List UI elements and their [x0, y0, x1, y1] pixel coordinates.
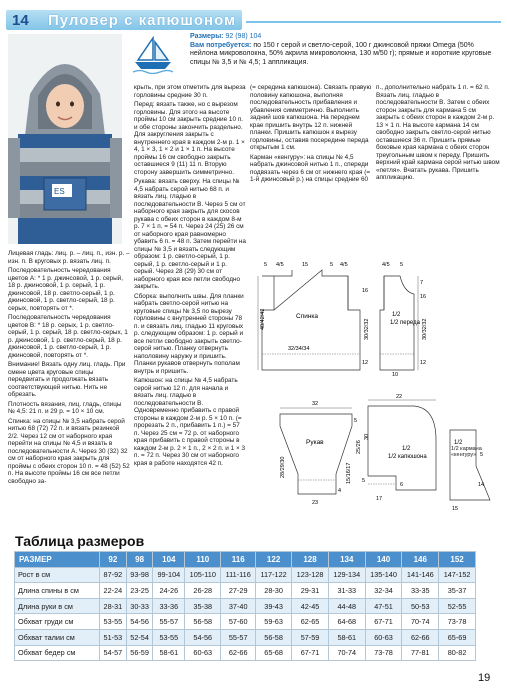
table-cell: 57-60: [221, 614, 256, 630]
table-cell: 54-57: [100, 645, 127, 661]
sizes-value: 92 (98) 104: [225, 33, 262, 40]
pocket-label: 1/2 кармана «кенгуру»: [451, 446, 482, 458]
back-dim-4: 5: [330, 262, 334, 268]
table-cell: 53-55: [100, 614, 127, 630]
front-dim-5: 30/32/32: [422, 318, 428, 340]
table-cell: 65-69: [439, 629, 476, 645]
pocket-label-half: 1/2: [454, 440, 463, 446]
table-cell: 62-65: [292, 614, 329, 630]
table-cell: 62-66: [402, 629, 439, 645]
sleeve-dim-5: 28/29/30: [280, 456, 286, 478]
table-cell: 70-74: [402, 614, 439, 630]
sleeve-dim-3: 5: [354, 418, 358, 424]
back-dim-armhole: 16: [362, 288, 369, 294]
table-cell: 35-37: [439, 583, 476, 599]
front-dim-3: 7: [420, 280, 424, 286]
materials-label: Вам потребуется:: [190, 41, 252, 49]
sleeve-dim-7: 23: [312, 500, 319, 506]
table-row: [15, 567, 476, 583]
col1-p4: Внимание! Вязать одну лиц. гладь. При смене цвета круговые спицы передвигать и продолжать вязать соответствующей нитью. Нить не обрезать.: [8, 361, 126, 398]
diagram-sleeve: [274, 394, 362, 514]
hood-label-half: 1/2: [402, 446, 411, 452]
table-cell: 60-63: [365, 629, 402, 645]
diagram-pocket: [446, 410, 502, 520]
back-dim-width: 32/34/34: [288, 346, 310, 352]
table-cell: 52-54: [126, 629, 153, 645]
front-dim-1: 4/5: [382, 262, 390, 268]
materials-text: по 150 г серой и светло-серой, 100 г джинсовой пряжи Omega (50% нейлона микроволокна, 50% акрила микроволокна, 130 м/50 г); прямые и короткие круговые спицы № 3,5 и № 4,5; 1 аппликация.: [190, 41, 492, 66]
table-cell: 39-43: [256, 598, 292, 614]
table-cell: 141-146: [402, 567, 439, 583]
table-cell: 73-78: [365, 645, 402, 661]
diagram-front: [378, 258, 442, 378]
pocket-dim-2: 14: [478, 482, 485, 488]
back-dim-side: 30/32/32: [364, 318, 370, 340]
size-header-cell: 92: [100, 552, 127, 568]
text-column-2: [134, 84, 246, 467]
table-row: [15, 598, 476, 614]
size-header-cell: 140: [365, 552, 402, 568]
table-cell: 62-66: [221, 645, 256, 661]
front-dim-4: 16: [420, 294, 427, 300]
table-cell: 67-71: [365, 614, 402, 630]
row-label: Рост в см: [15, 567, 100, 583]
table-cell: 24-26: [153, 583, 185, 599]
size-header-cell: 122: [256, 552, 292, 568]
size-header-cell: 152: [439, 552, 476, 568]
hood-dim-2: 6: [400, 482, 404, 488]
hood-dim-3: 17: [376, 496, 383, 502]
table-cell: 54-56: [126, 614, 153, 630]
table-cell: 31-33: [328, 583, 365, 599]
col1-p5: Плотность вязания, лиц. гладь, спицы № 4,5: 21 п. и 29 р. = 10 × 10 см.: [8, 400, 122, 415]
table-cell: 111-116: [221, 567, 256, 583]
table-row: [15, 583, 476, 599]
table-cell: 56-58: [256, 629, 292, 645]
table-cell: 135-140: [365, 567, 402, 583]
hood-dim-4: 5: [362, 478, 366, 484]
front-dim-7: 10: [392, 372, 399, 378]
table-cell: 99-104: [153, 567, 185, 583]
hood-dim-5: 30: [364, 433, 370, 440]
sleeve-dim-6: 4: [338, 488, 342, 494]
diagram-back: [250, 258, 372, 378]
front-label: 1/2 переда: [390, 320, 420, 326]
row-label: Длина руки в см: [15, 598, 100, 614]
col2-p4: Сборка: выполнить швы. Для планки набрать светло-серой нитью на круговые спицы № 3,5 по вырезу горловины с внутренней стороны 78 п. и связать лиц. гладью 11 круговых р. следующим образом: 1 р. серый и все петли свободно закрыть светло-серой нитью. Планку отвернуть наполовину наружу и пришить. Планки рукавов отвернуть пополам внутрь и пришить.: [134, 292, 244, 375]
table-cell: 105-110: [185, 567, 221, 583]
table-cell: 147-152: [439, 567, 476, 583]
size-header-cell: 110: [185, 552, 221, 568]
table-row: [15, 629, 476, 645]
sleeve-dim-4: 15/16/17: [346, 462, 352, 484]
front-dim-6: 12: [420, 360, 427, 366]
table-cell: 27-29: [221, 583, 256, 599]
back-dim-1: 5: [264, 262, 268, 268]
table-cell: 93-98: [126, 567, 153, 583]
size-header-cell: 104: [153, 552, 185, 568]
table-cell: 56-59: [126, 645, 153, 661]
back-dim-5: 4/5: [340, 262, 348, 268]
table-cell: 42-45: [292, 598, 329, 614]
col3-p2: Карман «кенгуру»: на спицы № 4,5 набрать джинсовой нитью 1 п., спереди подвязать через 6 см от нижнего края (= 1-й джинсовый р.) на спицы средние 60: [250, 153, 371, 183]
hood-dim-1: 22: [396, 394, 403, 400]
hood-label: 1/2 капюшона: [388, 454, 427, 460]
table-cell: 54-56: [185, 629, 221, 645]
table-cell: 58-61: [328, 629, 365, 645]
table-cell: 37-40: [221, 598, 256, 614]
page-header-bar: [6, 10, 242, 30]
back-dim-length: 40/42/42: [260, 308, 266, 330]
page-number-bottom: 19: [478, 672, 491, 684]
svg-text:ES: ES: [54, 187, 65, 196]
table-cell: 51-53: [100, 629, 127, 645]
text-column-1: [8, 250, 130, 485]
back-dim-2: 4/5: [276, 262, 284, 268]
table-cell: 33-35: [402, 583, 439, 599]
row-label: Обхват груди см: [15, 614, 100, 630]
table-cell: 77-81: [402, 645, 439, 661]
table-cell: 80-82: [439, 645, 476, 661]
size-table-title: Таблица размеров: [15, 533, 145, 549]
size-header-cell: 146: [402, 552, 439, 568]
table-cell: 67-71: [292, 645, 329, 661]
size-header-cell: 128: [292, 552, 329, 568]
size-header-label: РАЗМЕР: [15, 552, 100, 568]
col4-p1: п., дополнительно набрать 1 п. = 62 п. Вязать лиц. гладью в последовательности В. Затем с обеих сторон закрыть для кармана 5 см закрыть с обеих сторон в каждом 2-м р. 13 × 1 п. На высоте кармана 14 см свободно закрыть светло-серой нитью оставшиеся 36 п. Пришить прямые боковые края кармана с обеих сторон треугольным швом к переду. Пришить верхний край кармана серой нитью швом «петля». Вчатать рукава. Пришить аппликацию.: [376, 84, 500, 181]
table-cell: 87-92: [100, 567, 127, 583]
col3-p1: (= середина капюшона). Связать правую половину капюшона, выполняя последовательность прибавления и убавления симметрично. Выполнить задний шов капюшона. На переднем крае пришить внутрь 12 п. нижней планки. Пришить капюшон к вырезу горловины, оставив посередине переда открытым 1 см.: [250, 84, 372, 151]
table-cell: 26-28: [185, 583, 221, 599]
size-table: [14, 551, 476, 661]
table-cell: 55-57: [153, 614, 185, 630]
table-cell: 52-55: [439, 598, 476, 614]
table-cell: 129-134: [328, 567, 365, 583]
table-cell: 53-55: [153, 629, 185, 645]
col1-p6: Спинка: на спицы № 3,5 набрать серой нитью 68 (72) 72 п. и вязать резинкой 2/2. Через 12 см от наборного края перейти на спицы № 4,5 и вязать в последовательности А. Через 30 (32) 32 см от наборного края закрыть для проймы с обеих сторон 10 п. = 48 (52) 52 п. На высоте проймы 16 см все петли свободно за-: [8, 417, 130, 485]
col1-p2: Последовательность чередования цветов А: * 1 р. джинсовой, 1 р. серый, 18 р. джинсовой, 1 р. серый, 1 р. джинсовой, 18 р. светло-серый, 1 р. джинсовой, 1 р. светло-серый, 18 р. серых, повторять от *.: [8, 267, 124, 312]
back-dim-rib: 12: [362, 360, 369, 366]
table-cell: 50-53: [402, 598, 439, 614]
table-cell: 28-30: [256, 583, 292, 599]
sizes-label: Размеры:: [190, 33, 224, 40]
size-header-cell: 98: [126, 552, 153, 568]
page-number-top: 14: [12, 12, 29, 29]
sailboat-logo-icon: [132, 36, 174, 79]
table-cell: 56-58: [185, 614, 221, 630]
text-column-4: [376, 84, 500, 182]
table-cell: 58-61: [153, 645, 185, 661]
table-cell: 70-74: [328, 645, 365, 661]
table-cell: 64-68: [328, 614, 365, 630]
table-cell: 65-68: [256, 645, 292, 661]
table-cell: 35-38: [185, 598, 221, 614]
table-row: [15, 614, 476, 630]
pocket-dim-1: 15: [452, 506, 459, 512]
table-cell: 30-33: [126, 598, 153, 614]
table-cell: 73-78: [439, 614, 476, 630]
row-label: Обхват бедер см: [15, 645, 100, 661]
table-cell: 60-63: [185, 645, 221, 661]
sleeve-dim-2: 25/26: [356, 440, 362, 454]
front-dim-2: 5: [400, 262, 404, 268]
table-cell: 123-128: [292, 567, 329, 583]
pocket-dim-3: 5: [480, 452, 484, 458]
front-label-half: 1/2: [392, 312, 401, 318]
size-header-cell: 116: [221, 552, 256, 568]
row-label: Обхват талии см: [15, 629, 100, 645]
sleeve-label: Рукав: [306, 439, 324, 446]
table-cell: 57-59: [292, 629, 329, 645]
table-cell: 117-122: [256, 567, 292, 583]
table-cell: 55-57: [221, 629, 256, 645]
col1-p1: Лицевая гладь: лиц. р. – лиц. п., изн. р. – изн. п. В круговых р. вязать лиц. п.: [8, 250, 130, 265]
table-cell: 22-24: [100, 583, 127, 599]
table-cell: 28-31: [100, 598, 127, 614]
sleeve-dim-top: 32: [312, 401, 319, 407]
intro-block: [190, 33, 498, 67]
table-cell: 23-25: [126, 583, 153, 599]
back-dim-3: 15: [302, 262, 309, 268]
table-cell: 59-63: [256, 614, 292, 630]
row-label: Длина спины в см: [15, 583, 100, 599]
col2-p3: Рукава: вязать сверху. На спицы № 4,5 набрать серой нитью 68 п. и вязать лиц. гладью в последовательности В. Через 5 см от наборного края закрыть для скосов рукава с обеих сторон в каждом 8-м р. 7 × 1 п. = 54 п. Через 24 (25) 26 см от наборного края равномерно убавить 6 п. = 48 п. Затем перейти на спицы № 3,5 и вязать следующим образом: 1 р. светло-серый, 1 р. серый, 1 р. светло-серый и 1 р. серый. Через 28 (29) 30 см от наборного края все петли свободно закрыть.: [134, 178, 246, 290]
col1-p3: Последовательность чередования цветов В: * 18 р. серых, 1 р. светло-серый, 1 р. серый, 18 р. светло-серых, 1 р. джинсовой, 1 р. светло-серый, 18 р. джинсовой, 1 р. светло-серый, 1 р. джинсовой, повторять от *.: [8, 314, 128, 359]
page-title: Пуловер с капюшоном: [48, 12, 237, 29]
text-column-3: [250, 84, 372, 184]
table-cell: 47-51: [365, 598, 402, 614]
header-divider: [246, 21, 501, 23]
col2-p5: Капюшон: на спицы № 4,5 набрать серой нитью 12 п. для начала и вязать лиц. гладью в последовательности В. Одновременно прибавить с правой стороны в каждом 2-м р. 5 × 10 п. (= прорезать 2 п., прибавить 1 п.) = 57 п. Через 25 см = 72 р. от наборного края прибавить с правой стороны в каждом 2-м р. 2 × 1 п., 2 × 2 п. и 1 × 3 п. = 72 п. Через 30 см от наборного края в работе находятся 42 п.: [134, 377, 246, 467]
child-photo: [8, 34, 122, 244]
diagram-hood: [362, 390, 442, 516]
col2-p2: Перед: вязать также, но с вырезом горловины. Для этого на высоте проймы 10 см закрыть средние 10 п. и обе стороны закончить раздельно. Для закругления закрыть с внутреннего края в каждом 2-м р. 1 × 4, 1 × 3, 1 × 2 и 1 × 1 п. На высоте проймы 16 см свободно закрыть оставшиеся 9 (11) 11 п. Вторую сторону завершить симметрично.: [134, 101, 245, 176]
table-cell: 44-48: [328, 598, 365, 614]
table-cell: 33-36: [153, 598, 185, 614]
size-header-cell: 134: [328, 552, 365, 568]
table-cell: 32-34: [365, 583, 402, 599]
col2-p1: крыть, при этом отметить для выреза горловины средние 30 п.: [134, 84, 246, 99]
table-row: [15, 645, 476, 661]
size-table-header-row: [15, 552, 476, 568]
back-label: Спинка: [296, 313, 319, 320]
table-cell: 29-31: [292, 583, 329, 599]
